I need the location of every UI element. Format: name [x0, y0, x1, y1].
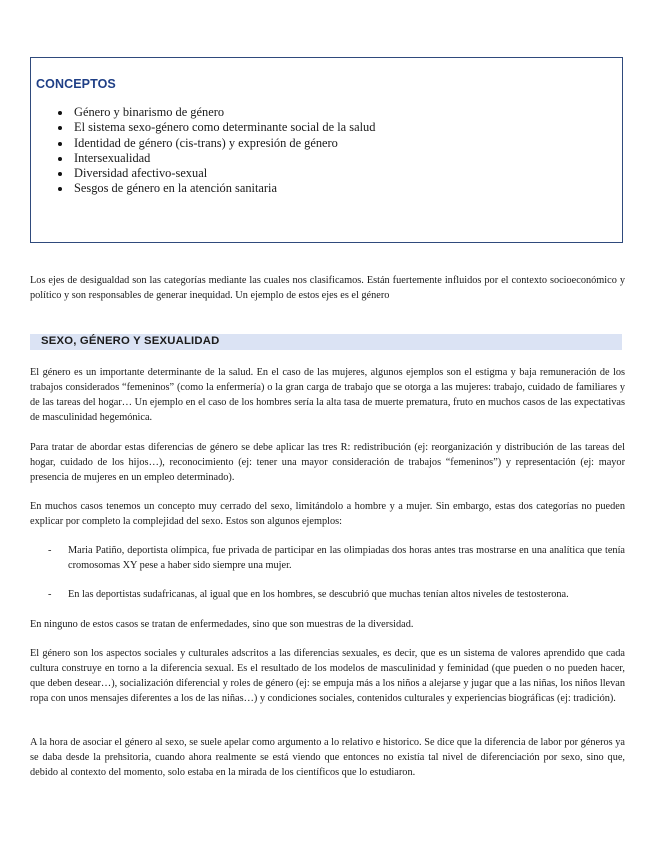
- concepts-list: [57, 105, 375, 197]
- paragraph: El género son los aspectos sociales y culturales adscritos a las diferencias sexuales, es decir, que es un sistema de valores aprendido que cada cultura construye en torno a la diferencia sexual. Es el resultado de los modelos de masculinidad y feminidad (que pueden o no pueden hacer, que deben desear…), socialización diferencial y roles de género (ej: se empuja más a los niños a alejarse y jugar que a las niñas, los niños llevan ropa con unos mensajes diferentes a los de las niñas…) y condiciones sociales, contenidos culturales y experiencias biográficas (ej: tradición).: [30, 648, 625, 705]
- paragraph: A la hora de asociar el género al sexo, se suele apelar como argumento a lo relativo e historico. Se dice que la diferencia de labor por géneros ya se daba desde la prehsitoria, cuando ahora realmente se está viendo que entonces no existía tal nivel de diferenciación por sexo, sino que, debido al contexto del momento, solo estaba en la mirada de los científicos que lo estudiaron.: [30, 737, 625, 779]
- list-item: Intersexualidad: [57, 151, 375, 166]
- dash-marker: -: [48, 589, 52, 600]
- dash-marker: -: [48, 545, 52, 556]
- example-text: Maria Patiño, deportista olímpica, fue privada de participar en las olimpiadas dos horas antes tras mostrarse en una analítica que tenía cromosomas XY pese a haber sido siempre una mujer.: [68, 545, 625, 572]
- list-item: Género y binarismo de género: [57, 105, 375, 120]
- section-heading-bar: [30, 334, 622, 350]
- example-item: [48, 587, 625, 602]
- concepts-title: CONCEPTOS: [36, 77, 116, 91]
- list-item: El sistema sexo-género como determinante social de la salud: [57, 120, 375, 135]
- intro-paragraph: Los ejes de desigualdad son las categorías mediante las cuales nos clasificamos. Están fuertemente influidos por el contexto socioeconómico y político y son responsables de generar inequidad. Un ejemplo de estos ejes es el género: [30, 275, 625, 302]
- paragraph: En ninguno de estos casos se tratan de enfermedades, sino que son muestras de la diversidad.: [30, 619, 414, 630]
- paragraph: En muchos casos tenemos un concepto muy cerrado del sexo, limitándolo a hombre y a mujer. Sin embargo, estas dos categorías no pueden explicar por completo la complejidad del sexo. Estos son algunos ejemplos:: [30, 501, 625, 528]
- paragraph: El género es un importante determinante de la salud. En el caso de las mujeres, algunos ejemplos son el estigma y baja remuneración de los trabajos considerados “femeninos” (como la enfermería) o la gran carga de trabajo que se otorga a las mujeres: trabajo, cuidado de familiares y de las tareas del hogar… Un ejemplo en el caso de los hombres sería la alta tasa de muerte prematura, fruto en muchos casos de las expectativas de masculinidad hegemónica.: [30, 367, 625, 424]
- example-item: [48, 543, 625, 573]
- paragraph: Para tratar de abordar estas diferencias de género se debe aplicar las tres R: redistribución (ej: reorganización y distribución de las tareas del hogar, cuidado de los hijos…), reconocimiento (ej: tener una mayor consideración de trabajos “femeninos”) y representación (ej: mayor presencia de mujeres en un empleo determinado).: [30, 442, 625, 484]
- list-item: Diversidad afectivo-sexual: [57, 166, 375, 181]
- list-item: Sesgos de género en la atención sanitaria: [57, 181, 375, 196]
- concepts-box: [30, 57, 623, 243]
- section-title: SEXO, GÉNERO Y SEXUALIDAD: [41, 335, 220, 347]
- example-text: En las deportistas sudafricanas, al igual que en los hombres, se descubrió que muchas tenían altos niveles de testosterona.: [68, 589, 569, 600]
- list-item: Identidad de género (cis-trans) y expresión de género: [57, 136, 375, 151]
